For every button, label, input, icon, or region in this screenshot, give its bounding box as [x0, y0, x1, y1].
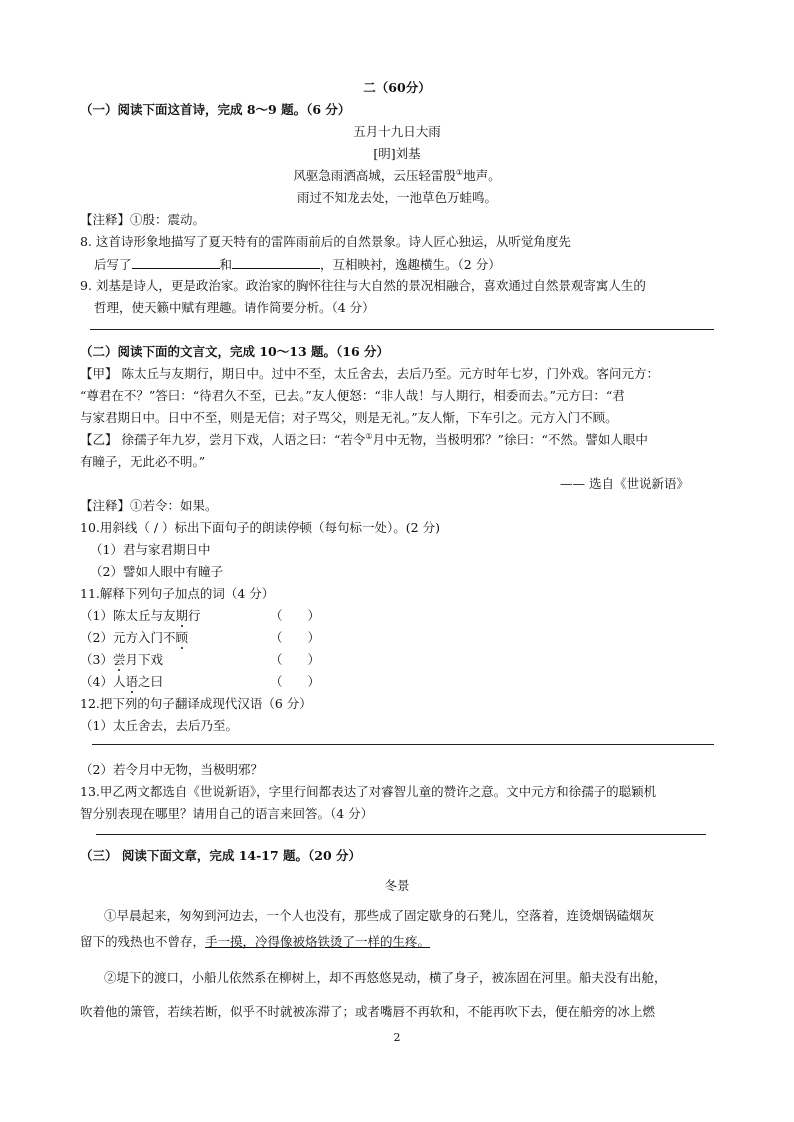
part1-heading: （一）阅读下面这首诗，完成 8～9 题。（6 分） [80, 102, 351, 117]
source: —— 选自《世说新语》 [560, 476, 689, 491]
article-title: 冬景 [384, 878, 410, 893]
answer-blank[interactable] [132, 256, 220, 269]
page-number: 2 [393, 1031, 401, 1044]
question-11-2: （2）元方入门不顾 [80, 630, 188, 645]
poem-line-1: 风驱急雨洒高城，云压轻雷殷①地声。 [293, 167, 501, 183]
question-11: 11.解释下列句子加点的词（4 分） [80, 586, 275, 601]
question-12-1: （1）太丘舍去，去后乃至。 [80, 718, 238, 733]
question-9-cont: 哲理，使天籁中赋有理趣。请作简要分析。（4 分） [94, 300, 375, 315]
answer-line[interactable] [90, 329, 714, 330]
paragraph-1: ①早晨起来，匆匆到河边去，一个人也没有，那些成了固定歇身的石凳儿，空落着，连烫烟锅磕烟灰 [104, 908, 655, 923]
question-8: 8. 这首诗形象地描写了夏天特有的雷阵雨前后的自然景象。诗人匠心独运，从听觉角度先 [80, 234, 571, 249]
part2-heading: （二）阅读下面的文言文，完成 10～13 题。（16 分） [80, 344, 389, 359]
text-jia-3: 与家君期日中。日中不至，则是无信；对子骂父，则是无礼。”友人惭，下车引之。元方入门不顾。 [80, 410, 618, 425]
poem-title: 五月十九日大雨 [353, 124, 441, 139]
answer-paren[interactable]: （ ） [270, 608, 321, 623]
question-13-cont: 智分别表现在哪里？请用自己的语言来回答。（4 分） [80, 806, 374, 821]
text-note: 【注释】①若令：如果。 [80, 498, 218, 513]
question-9: 9. 刘基是诗人，更是政治家。政治家的胸怀往往与大自然的景况相融合，喜欢通过自然景观寄寓人生的 [80, 278, 646, 293]
question-12-2: （2）若令月中无物，当极明邪？ [80, 762, 263, 777]
text-yi-1: 【乙】 徐孺子年九岁，尝月下戏，人语之曰：“若令①月中无物，当极明邪？”徐曰：“不然。譬如人眼中 [80, 431, 648, 447]
question-12: 12.把下列的句子翻译成现代汉语（6 分） [80, 696, 312, 711]
paragraph-2: ②堤下的渡口，小船儿依然系在柳树上，却不再悠悠晃动，横了身子，被冻固在河里。船夫没有出舱， [104, 970, 667, 985]
answer-blank[interactable] [232, 256, 320, 269]
question-10-1: （1）君与家君期日中 [90, 542, 211, 557]
answer-paren[interactable]: （ ） [270, 674, 321, 689]
poem-note: 【注释】①殷：震动。 [80, 212, 206, 227]
question-11-4: （4）人语之曰 [80, 674, 163, 689]
text-yi-2: 有瞳子，无此必不明。” [80, 454, 206, 469]
question-11-3: （3）尝月下戏 [80, 652, 163, 667]
question-11-1: （1）陈太丘与友期行 [80, 608, 201, 623]
poem-author: [明]刘基 [373, 146, 421, 161]
text-jia-1: 【甲】 陈太丘与友期行，期日中。过中不至，太丘舍去，去后乃至。元方时年七岁，门外戏。客问元方： [80, 366, 659, 381]
text-jia-2: “尊君在不？”答曰：“待君久不至，已去。”友人便怒：“非人哉！与人期行，相委而去。”元方曰：“君 [80, 388, 625, 403]
paragraph-2-cont: 吹着他的箫管，若续若断，似乎不时就被冻滞了；或者嘴唇不再软和，不能再吹下去，便在船旁的冰上燃 [80, 1004, 656, 1019]
answer-paren[interactable]: （ ） [270, 652, 321, 667]
answer-paren[interactable]: （ ） [270, 630, 321, 645]
part3-heading: （三） 阅读下面文章，完成 14-17 题。（20 分） [80, 848, 362, 863]
paragraph-1-cont: 留下的残热也不曾存，手一摸，冷得像被烙铁烫了一样的生疼。 [80, 934, 431, 949]
question-8-blanks: 后写了 和 ，互相映衬，逸趣横生。（2 分） [94, 257, 501, 272]
question-10-2: （2）譬如人眼中有瞳子 [90, 564, 223, 579]
question-10: 10.用斜线（ / ）标出下面句子的朗读停顿（每句标一处）。(2 分) [80, 520, 440, 535]
question-13: 13.甲乙两文都选自《世说新语》，字里行间都表达了对睿智儿童的赞许之意。文中元方和徐孺子的聪颖机 [80, 784, 657, 799]
answer-line[interactable] [96, 834, 706, 835]
poem-line-2: 雨过不知龙去处，一池草色万蛙鸣。 [296, 190, 497, 205]
section-header: 二（60分） [363, 80, 431, 95]
answer-line[interactable] [92, 744, 714, 745]
